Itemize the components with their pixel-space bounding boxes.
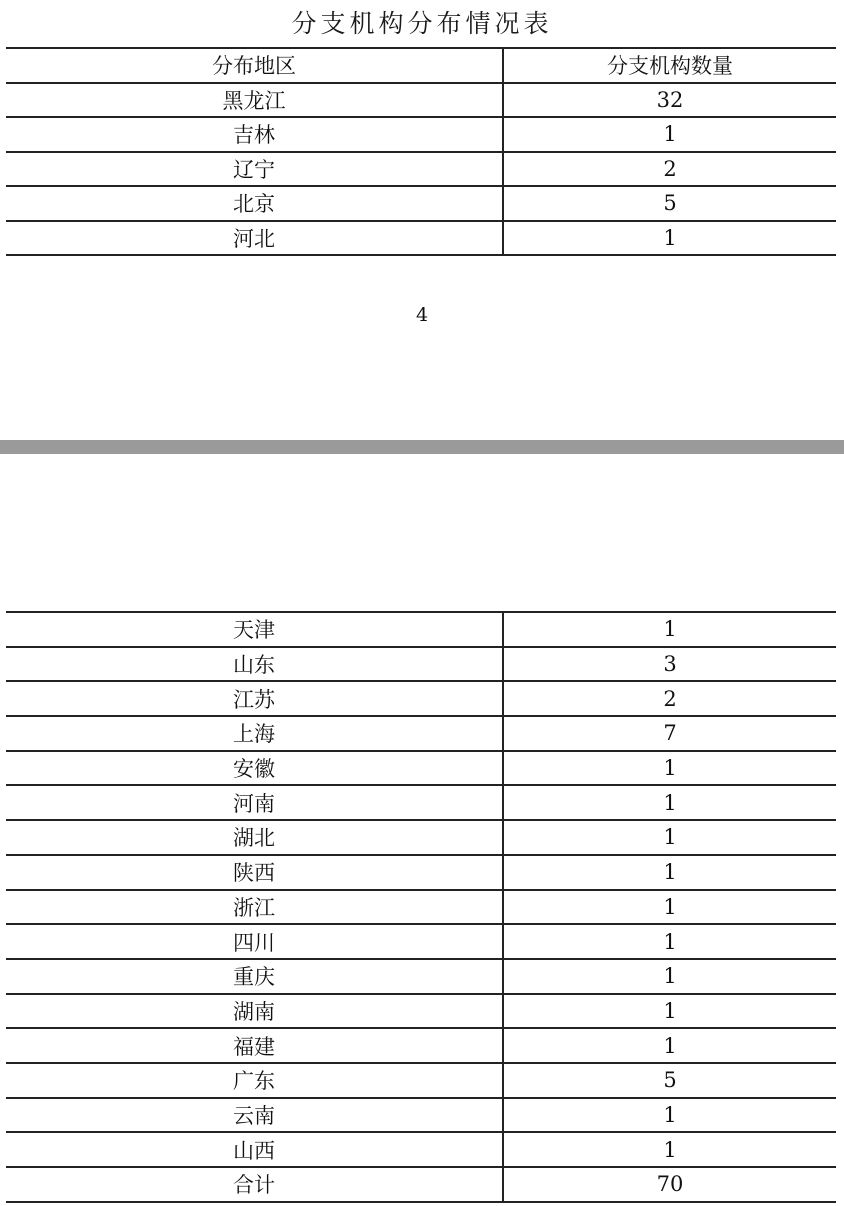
count-cell: 1 [503,751,836,786]
count-cell: 1 [503,117,836,152]
count-cell: 1 [503,890,836,925]
region-cell: 吉林 [6,117,503,152]
table-row [6,83,836,118]
count-cell: 2 [503,681,836,716]
count-cell: 7 [503,716,836,751]
table-row [6,681,836,716]
table-row [6,716,836,751]
count-cell: 1 [503,959,836,994]
page-number: 4 [415,304,429,326]
region-cell: 河北 [6,221,503,256]
count-cell: 1 [503,855,836,890]
count-cell: 1 [503,924,836,959]
table-row [6,820,836,855]
region-cell: 广东 [6,1063,503,1098]
region-cell: 浙江 [6,890,503,925]
region-cell: 黑龙江 [6,83,503,118]
region-cell: 湖南 [6,994,503,1029]
count-cell: 5 [503,1063,836,1098]
region-cell: 重庆 [6,959,503,994]
region-cell: 福建 [6,1028,503,1063]
table-row [6,994,836,1029]
table-header-row [6,48,836,83]
table-row [6,890,836,925]
region-cell: 山西 [6,1132,503,1167]
total-row [6,1167,836,1202]
count-cell: 1 [503,785,836,820]
count-cell: 1 [503,221,836,256]
page-title: 分支机构分布情况表 [291,9,553,38]
region-cell: 北京 [6,186,503,221]
region-cell: 山东 [6,647,503,682]
count-cell: 1 [503,612,836,647]
count-cell: 1 [503,1098,836,1133]
table-row [6,152,836,187]
region-cell: 四川 [6,924,503,959]
table-row [6,751,836,786]
table-row [6,186,836,221]
count-cell: 1 [503,1132,836,1167]
count-cell: 70 [503,1167,836,1202]
count-cell: 2 [503,152,836,187]
count-cell: 5 [503,186,836,221]
region-cell: 天津 [6,612,503,647]
page-break-divider [0,440,844,454]
header-count: 分支机构数量 [503,48,836,83]
table-row [6,785,836,820]
distribution-table-part-1 [6,47,836,256]
table-body-part-2 [6,612,836,1202]
region-cell: 河南 [6,785,503,820]
count-cell: 3 [503,647,836,682]
table-row [6,647,836,682]
table-row [6,1028,836,1063]
table-row [6,1132,836,1167]
count-cell: 1 [503,1028,836,1063]
count-cell: 1 [503,820,836,855]
table-row [6,959,836,994]
region-cell: 江苏 [6,681,503,716]
table-body-part-1 [6,48,836,255]
table-row [6,117,836,152]
region-cell: 上海 [6,716,503,751]
region-cell: 安徽 [6,751,503,786]
region-cell: 云南 [6,1098,503,1133]
table-row [6,855,836,890]
table-row [6,1063,836,1098]
count-cell: 32 [503,83,836,118]
region-cell: 辽宁 [6,152,503,187]
header-region: 分布地区 [6,48,503,83]
table-row [6,221,836,256]
table-row [6,1098,836,1133]
distribution-table-part-2 [6,611,836,1203]
table-row [6,612,836,647]
region-cell: 合计 [6,1167,503,1202]
table-row [6,924,836,959]
count-cell: 1 [503,994,836,1029]
region-cell: 湖北 [6,820,503,855]
region-cell: 陕西 [6,855,503,890]
